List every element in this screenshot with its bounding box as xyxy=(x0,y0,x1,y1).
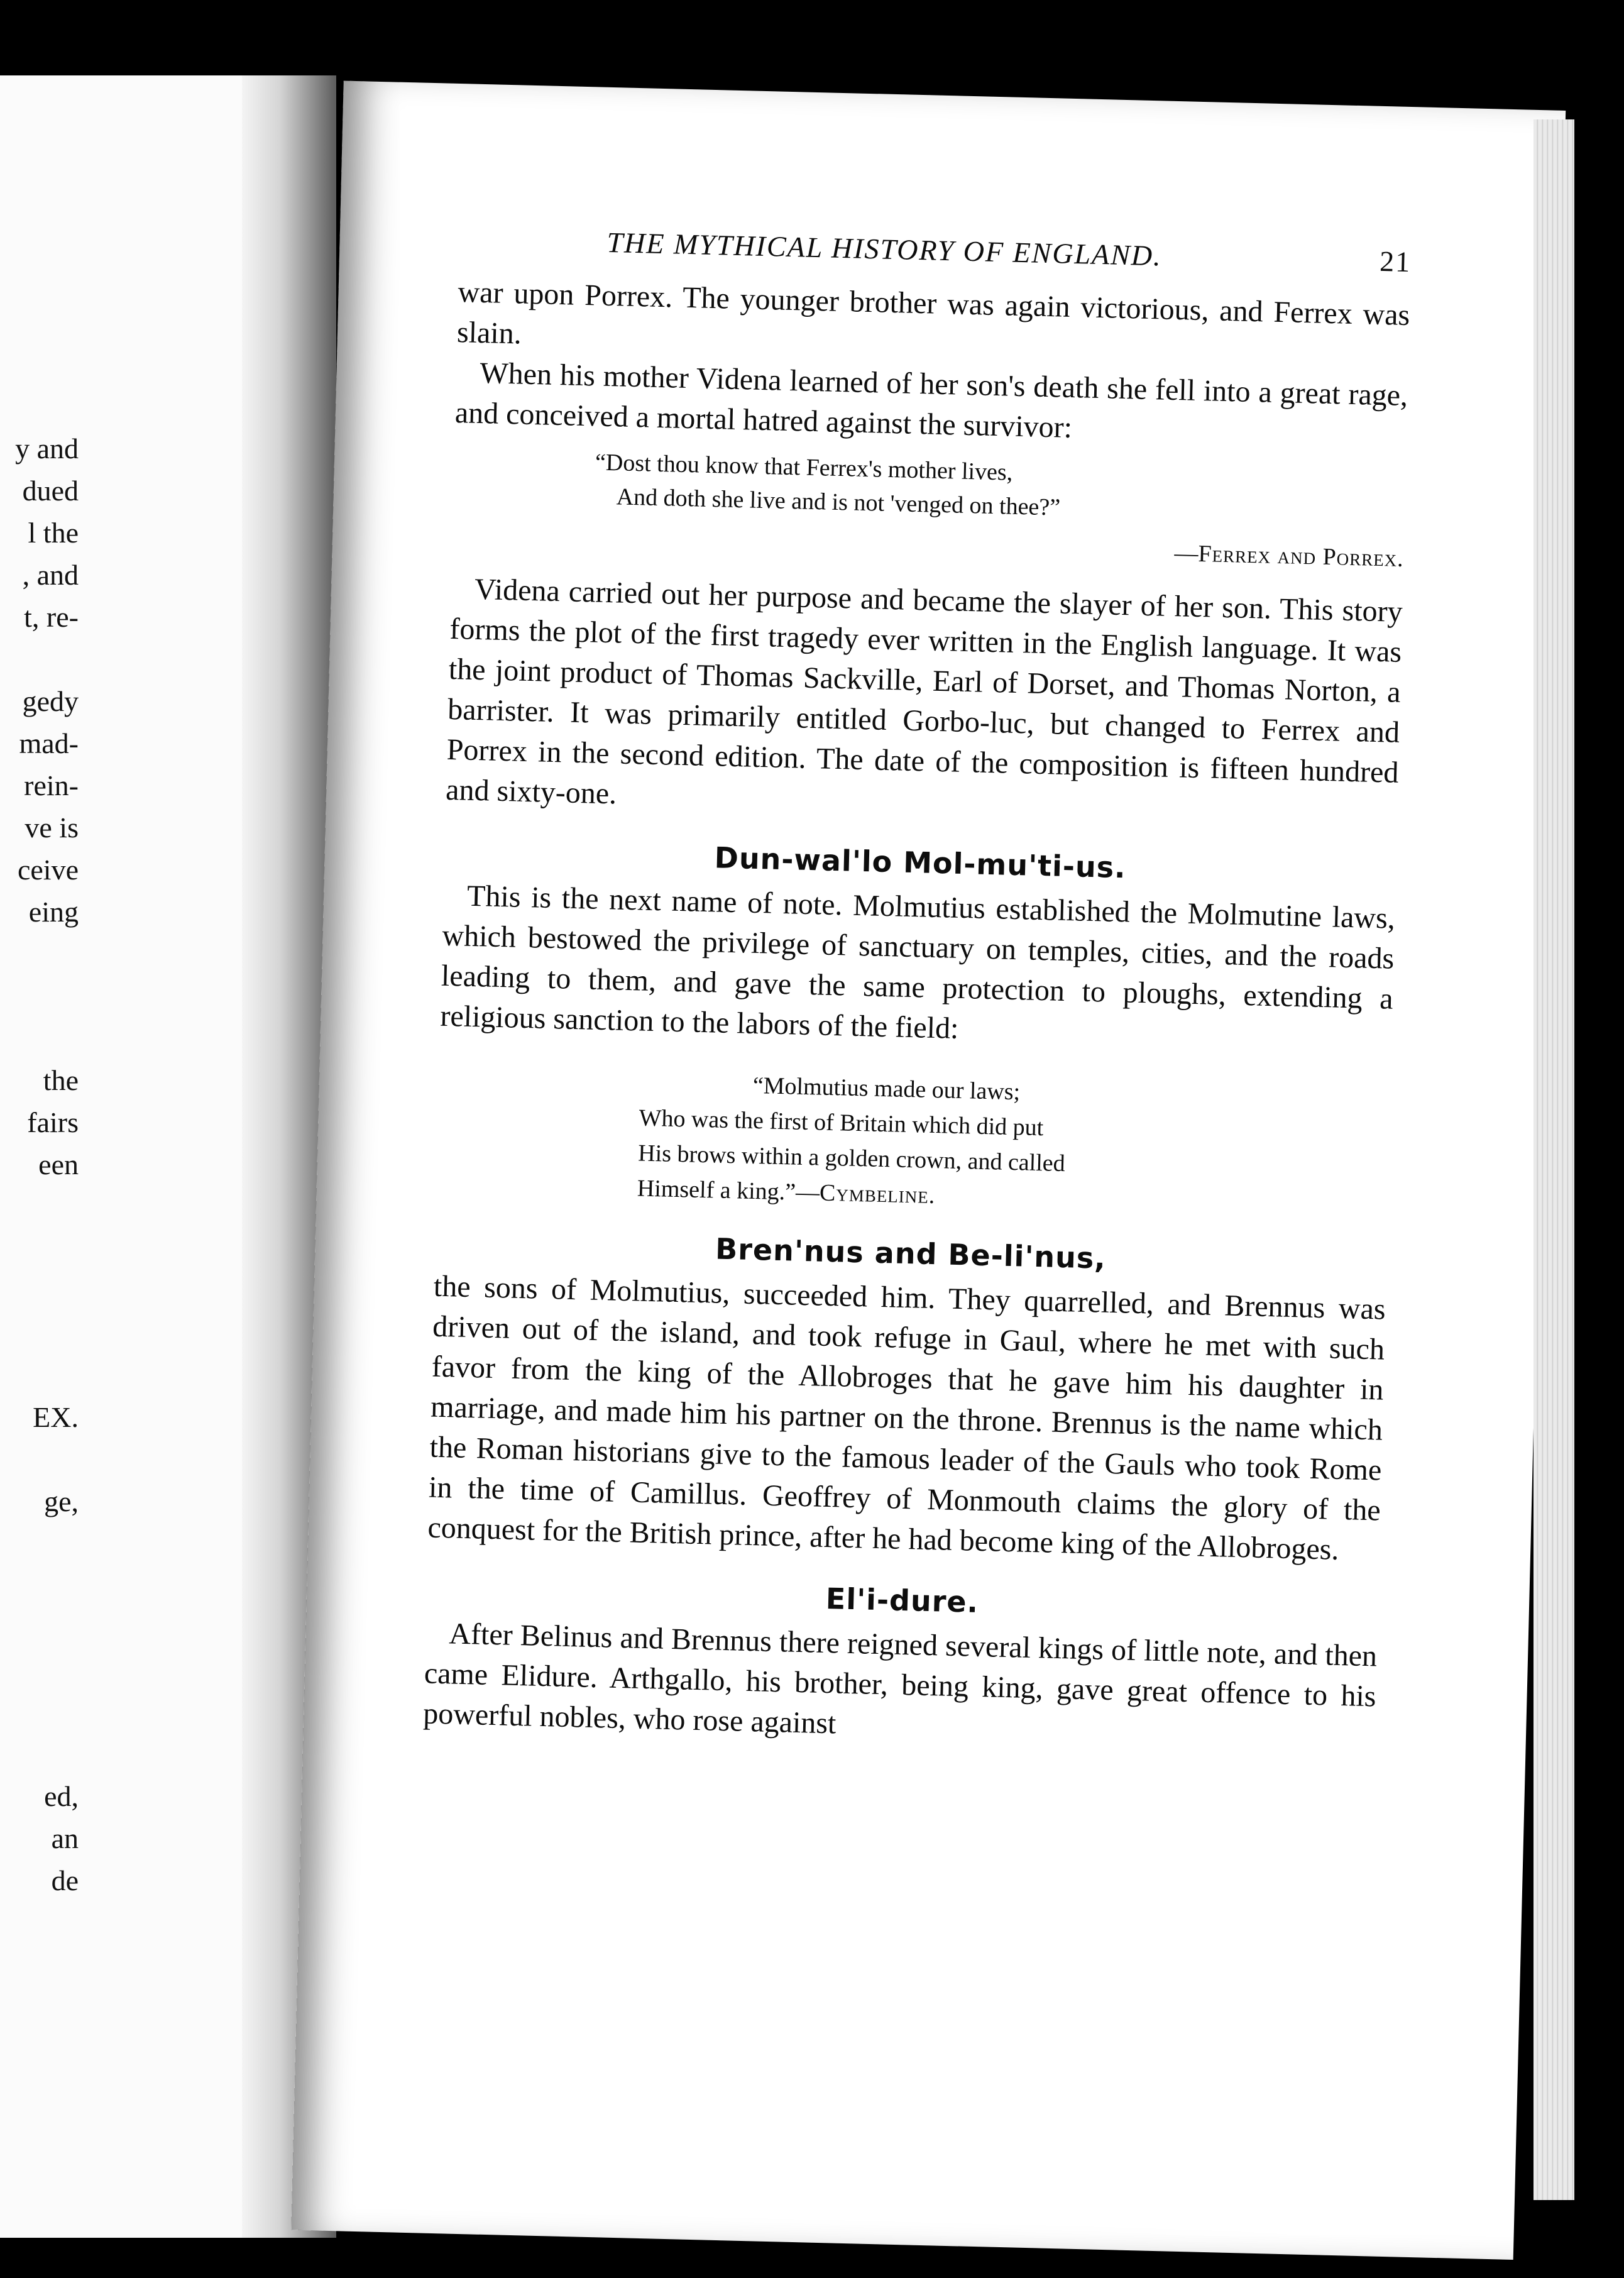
page-number: 21 xyxy=(1379,245,1412,278)
previous-page-fragment: een xyxy=(38,1148,79,1180)
verse-line: “Dost thou know that Ferrex's mother lives, xyxy=(595,449,1013,486)
paragraph-5: the sons of Molmutius, succeeded him. They quarrelled, and Brennus was driven out of the island, and took refuge in Gaul, where he met with such favor from the king of the Allobroges that he gave him his daughter in marriage, and made him his partner on the throne. Brennus is the name which the Roman historians give to the famous leader of the Gauls who took Rome in the time of Camillus. Geoffrey of Monmouth claims the glory of the conquest for the British prince, after he had become king of the Allobroges. xyxy=(427,1269,1386,1566)
previous-page-fragment: y and xyxy=(15,432,79,465)
verse-line: And doth she live and is not 'venged on thee?” xyxy=(616,483,1061,521)
previous-page-fragment: mad- xyxy=(19,727,79,759)
verse-last-line: Himself a king.”— xyxy=(637,1175,820,1206)
current-page xyxy=(291,81,1566,2260)
previous-page-fragment: fairs xyxy=(27,1106,79,1138)
previous-page-fragment: an xyxy=(51,1822,79,1854)
verse-line: Who was the first of Britain which did put xyxy=(639,1104,1044,1142)
verse-line: His brows within a golden crown, and called xyxy=(637,1140,1066,1177)
previous-page-fragment: t, re- xyxy=(24,601,79,633)
section-heading-brennus: Bren'nus and Be-li'nus, xyxy=(715,1231,1107,1275)
previous-page-fragment: dued xyxy=(22,475,79,507)
previous-page-fragment: ge, xyxy=(44,1485,79,1517)
verse-quotation-1 xyxy=(594,445,1406,532)
attribution-source: Ferrex and Porrex. xyxy=(1198,540,1405,572)
previous-page xyxy=(0,75,283,2238)
attribution-dash: — xyxy=(1174,540,1199,567)
paragraph-2: When his mother Videna learned of her son's death she fell into a great rage, and conceived a mortal hatred against the survivor: xyxy=(454,356,1408,444)
verse-line: “Molmutius made our laws; xyxy=(752,1072,1021,1106)
paragraph-4: This is the next name of note. Molmutius established the Molmutine laws, which bestowed the privilege of sanctuary on temples, cities, and the roads leading to them, and gave the same protection to ploughs, extending a religious sanction to the labors of the field: xyxy=(439,879,1396,1045)
previous-page-fragment: eing xyxy=(28,896,79,928)
section-heading-elidure: El'i-dure. xyxy=(825,1581,979,1619)
section-heading-dunwallo: Dun-wal'lo Mol-mu'ti-us. xyxy=(714,840,1127,885)
previous-page-fragment: l the xyxy=(28,517,79,549)
running-title: THE MYTHICAL HISTORY OF ENGLAND. xyxy=(606,226,1163,272)
previous-page-fragment: , and xyxy=(22,559,79,591)
paragraph-3: Videna carried out her purpose and became the slayer of her son. This story forms the plot of the first tragedy ever written in the English language. It was the joint product of Thomas Sackville, Earl of Dorset, and Thomas Norton, a barrister. It was primarily entitled Gorbo-luc, but changed to Ferrex and Porrex in the second edition. The date of the composition is fifteen hundred and sixty-one. xyxy=(445,572,1403,811)
previous-page-fragment: EX. xyxy=(33,1401,79,1433)
verse-attribution-2: Cymbeline. xyxy=(819,1179,936,1209)
paragraph-1: war upon Porrex. The younger brother was again victorious, and Ferrex was slain. xyxy=(456,275,1410,351)
verse-quotation-2 xyxy=(637,1065,1391,1224)
paragraph-6: After Belinus and Brennus there reigned several kings of little note, and then came Elidure. Arthgallo, his brother, being king, gave great offence to his powerful nobles, who rose against xyxy=(422,1617,1378,1741)
previous-page-fragment: ve is xyxy=(25,812,79,844)
page-content xyxy=(423,222,1412,1757)
page-edges xyxy=(1533,119,1574,2200)
previous-page-fragment: gedy xyxy=(22,685,79,717)
previous-page-fragment: de xyxy=(51,1864,79,1896)
previous-page-fragment: ed, xyxy=(44,1780,79,1812)
previous-page-fragment: rein- xyxy=(24,769,79,801)
previous-page-fragment: the xyxy=(43,1064,79,1096)
previous-page-fragment: ceive xyxy=(17,854,79,886)
